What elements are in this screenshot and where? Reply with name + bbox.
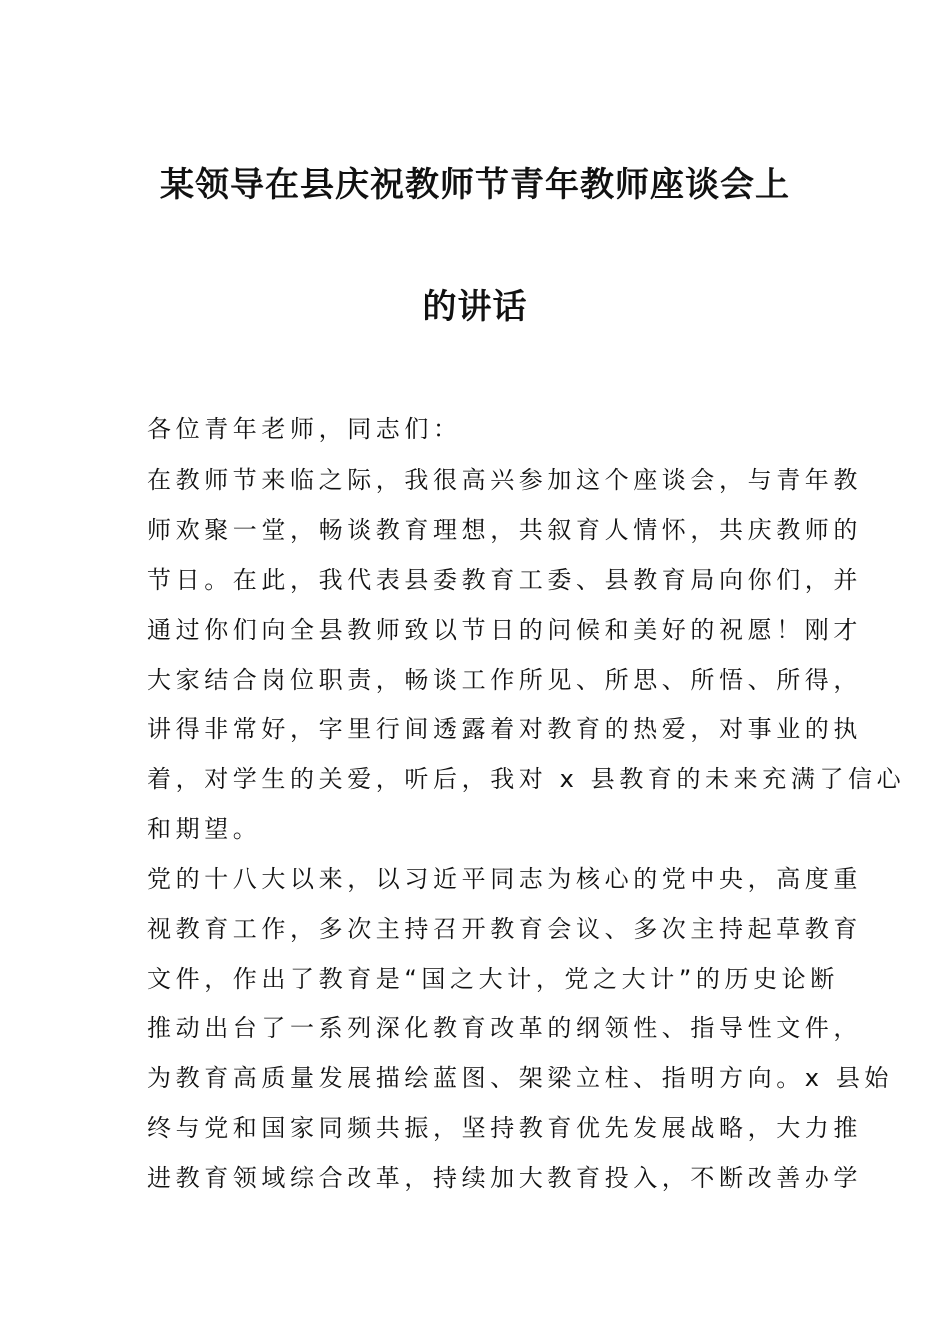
body-line: 和期望。: [147, 815, 262, 843]
body-line: 文件，作出了教育是“国之大计，党之大计”的历史论断: [147, 965, 839, 993]
body-line: 师欢聚一堂，畅谈教育理想，共叙育人情怀，共庆教师的: [147, 516, 862, 544]
body-line: 通过你们向全县教师致以节日的问候和美好的祝愿！刚才: [147, 616, 862, 644]
body-line: 进教育领域综合改革，持续加大教育投入，不断改善办学: [147, 1164, 862, 1192]
body-line: 终与党和国家同频共振，坚持教育优先发展战略，大力推: [147, 1114, 862, 1142]
body-line: 推动出台了一系列深化教育改革的纲领性、指导性文件，: [147, 1014, 862, 1042]
salutation: 各位青年老师，同志们：: [147, 415, 462, 443]
body-line: 节日。在此，我代表县委教育工委、县教育局向你们，并: [147, 566, 862, 594]
body-line: 大家结合岗位职责，畅谈工作所见、所思、所悟、所得，: [147, 666, 862, 694]
body-line: 党的十八大以来，以习近平同志为核心的党中央，高度重: [147, 865, 862, 893]
body-line: 视教育工作，多次主持召开教育会议、多次主持起草教育: [147, 915, 862, 943]
body-line: 在教师节来临之际，我很高兴参加这个座谈会，与青年教: [147, 466, 862, 494]
document-title-line-1: 某领导在县庆祝教师节青年教师座谈会上: [160, 165, 790, 205]
document-title-line-2: 的讲话: [422, 287, 528, 327]
body-line: 为教育高质量发展描绘蓝图、架梁立柱、指明方向。x 县始: [147, 1064, 894, 1092]
body-line: 着，对学生的关爱，听后，我对 x 县教育的未来充满了信心: [147, 765, 906, 793]
body-line: 讲得非常好，字里行间透露着对教育的热爱，对事业的执: [147, 715, 862, 743]
